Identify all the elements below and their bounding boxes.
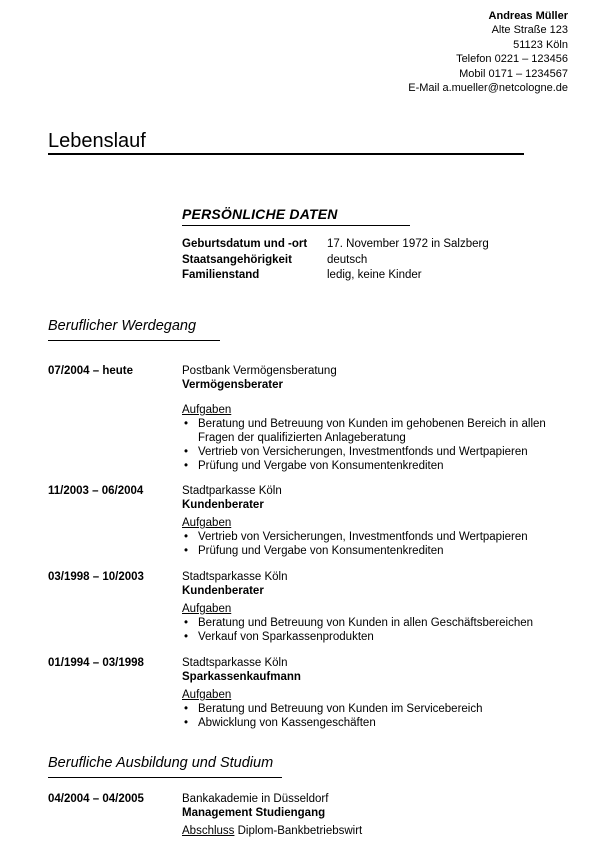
career-heading: Beruflicher Werdegang xyxy=(48,318,197,334)
tasks-label: Aufgaben xyxy=(182,517,232,529)
job-company: Stadtsparkasse Köln xyxy=(182,571,288,583)
task-item: • Verkauf von Sparkassenprodukten xyxy=(182,630,562,644)
personal-data-heading: PERSÖNLICHE DATEN xyxy=(182,206,338,222)
title-divider xyxy=(48,153,524,155)
job-company: Postbank Vermögensberatung xyxy=(182,365,337,377)
task-list xyxy=(182,616,562,644)
task-list xyxy=(182,702,562,730)
personal-value: ledig, keine Kinder xyxy=(327,269,422,281)
job-date: 07/2004 – heute xyxy=(48,365,134,377)
job-role: Kundenberater xyxy=(182,499,264,511)
contact-mobile: Mobil 0171 – 1234567 xyxy=(459,67,568,80)
task-item: • Vertrieb von Versicherungen, Investmentfonds und Wertpapieren xyxy=(182,445,562,459)
personal-value: 17. November 1972 in Salzberg xyxy=(327,238,489,250)
education-program: Management Studiengang xyxy=(182,807,326,819)
job-role: Sparkassenkaufmann xyxy=(182,671,301,683)
task-item: • Beratung und Betreuung von Kunden im gehobenen Bereich in allen Fragen der qualifizierten Anlageberatung xyxy=(182,417,562,445)
tasks-label: Aufgaben xyxy=(182,404,232,416)
task-item: • Abwicklung von Kassengeschäften xyxy=(182,716,562,730)
job-body xyxy=(182,570,562,644)
tasks-label: Aufgaben xyxy=(182,603,232,615)
task-list xyxy=(182,530,562,558)
task-item: • Prüfung und Vergabe von Konsumentenkrediten xyxy=(182,544,562,558)
personal-row xyxy=(182,237,489,253)
job-date: 01/1994 – 03/1998 xyxy=(48,657,144,669)
document-title: Lebenslauf xyxy=(48,130,146,152)
task-item: • Beratung und Betreuung von Kunden in allen Geschäftsbereichen xyxy=(182,616,562,630)
personal-label: Familienstand xyxy=(182,269,260,281)
contact-street: Alte Straße 123 xyxy=(491,24,568,37)
education-divider xyxy=(48,777,282,778)
personal-row xyxy=(182,268,489,284)
job-date: 03/1998 – 10/2003 xyxy=(48,571,144,583)
contact-name: Andreas Müller xyxy=(488,10,568,22)
job-company: Stadtparkasse Köln xyxy=(182,485,282,497)
contact-city: 51123 Köln xyxy=(513,38,568,51)
degree-value: Diplom-Bankbetriebswirt xyxy=(237,825,363,837)
task-item: • Vertrieb von Versicherungen, Investmentfonds und Wertpapieren xyxy=(182,530,562,544)
education-date: 04/2004 – 04/2005 xyxy=(48,793,144,805)
contact-email: E-Mail a.mueller@netcologne.de xyxy=(408,82,568,95)
degree-label: Abschluss xyxy=(182,825,235,837)
education-body xyxy=(182,792,562,838)
job-role: Vermögensberater xyxy=(182,379,283,391)
task-item: • Prüfung und Vergabe von Konsumentenkrediten xyxy=(182,459,562,473)
personal-data-table xyxy=(182,237,489,284)
personal-data-divider xyxy=(182,225,410,226)
contact-block xyxy=(408,9,568,95)
personal-label: Staatsangehörigkeit xyxy=(182,253,292,266)
education-institution: Bankakademie in Düsseldorf xyxy=(182,793,329,805)
job-company: Stadtsparkasse Köln xyxy=(182,657,288,669)
education-degree-line xyxy=(182,824,562,838)
career-divider xyxy=(48,340,220,341)
job-role: Kundenberater xyxy=(182,585,264,597)
task-item: • Beratung und Betreuung von Kunden im Servicebereich xyxy=(182,702,562,716)
tasks-label: Aufgaben xyxy=(182,689,232,701)
job-body xyxy=(182,656,562,730)
personal-label: Geburtsdatum und -ort xyxy=(182,238,308,250)
job-body xyxy=(182,364,562,473)
contact-phone: Telefon 0221 – 123456 xyxy=(456,53,568,66)
job-body xyxy=(182,484,562,558)
personal-value: deutsch xyxy=(327,253,368,266)
education-heading: Berufliche Ausbildung und Studium xyxy=(48,755,274,771)
task-list xyxy=(182,417,562,473)
personal-row xyxy=(182,253,489,269)
job-date: 11/2003 – 06/2004 xyxy=(48,485,144,497)
